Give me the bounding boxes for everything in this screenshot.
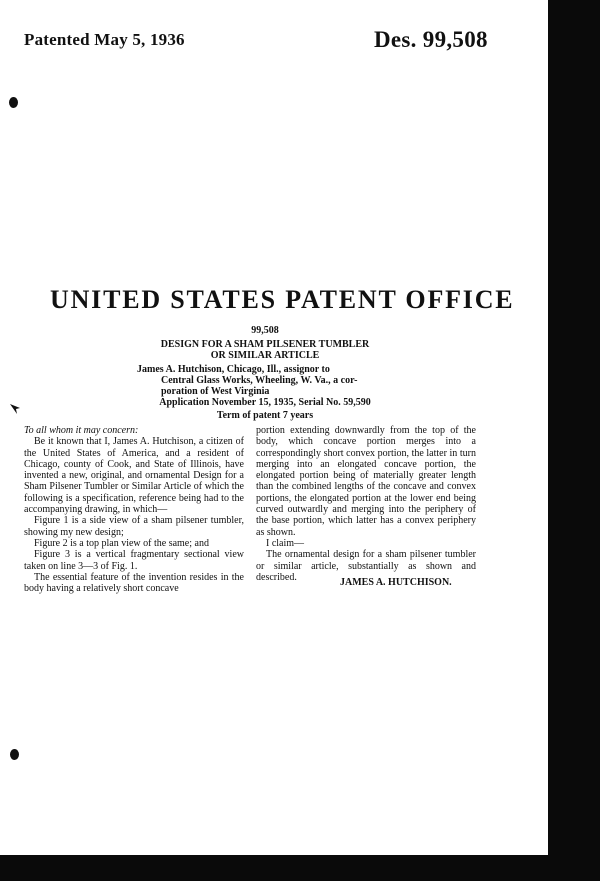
inventor-signature: JAMES A. HUTCHISON. [340,577,452,588]
claim-text: The ornamental design for a sham pilsener tumbler or similar article, substantially as shown and described. [256,549,476,583]
inventor-line: Central Glass Works, Wheeling, W. Va., a cor- [161,375,358,386]
patented-date: Patented May 5, 1936 [24,30,185,49]
punch-hole-top [9,97,18,108]
paragraph: Figure 2 is a top plan view of the same; and [34,537,209,549]
design-title [50,339,480,361]
application-line: Application November 15, 1935, Serial No. 59,590 [159,397,371,408]
paragraph: Be it known that I, James A. Hutchison, a citizen of the United States of America, and a resident of Chicago, county of Cook, and State of Illinois, have invented a new, original, and ornamental Design for a Sham Pilsener Tumbler or Similar Article of which the following is a specification, reference being had to the accompanying drawing, in which— [24,436,244,516]
claim-heading: I claim— [266,537,305,549]
scan-border-right [548,0,600,881]
patent-term: Term of patent 7 years [216,410,314,421]
paragraph: The essential feature of the invention resides in the body having a relatively short concave [24,571,244,595]
design-patent-number: Des. 99,508 [374,27,488,52]
paragraph: Figure 3 is a vertical fragmentary sectional view taken on line 3—3 of Fig. 1. [24,549,244,572]
paragraph: Figure 1 is a side view of a sham pilsener tumbler, showing my new design; [24,515,244,538]
inventor-line: James A. Hutchison, Chicago, Ill., assignor to [137,364,330,375]
title-line: OR SIMILAR ARTICLE [210,350,320,361]
inventor-block [137,364,397,397]
right-column [256,425,476,583]
office-heading: UNITED STATES PATENT OFFICE [50,285,515,314]
patent-number: 99,508 [251,325,279,336]
salutation: To all whom it may concern: [24,425,139,436]
scan-mark-icon [9,403,21,415]
punch-hole-bottom [10,749,19,760]
paragraph: portion extending downwardly from the top of the body, which concave portion merges into a correspondingly short convex portion, the latter in turn merging into an elongated concave portion, the elongated portion being of materially greater length than the combined lengths of the concave and convex portions, the elongated portion at the lower end being curved outwardly and merging into the periphery of the base portion, which latter has a convex periphery as shown. [256,425,476,538]
left-column [24,425,244,594]
inventor-line: poration of West Virginia [161,386,270,397]
title-line: DESIGN FOR A SHAM PILSENER TUMBLER [160,339,370,350]
scan-border-bottom [0,855,600,881]
